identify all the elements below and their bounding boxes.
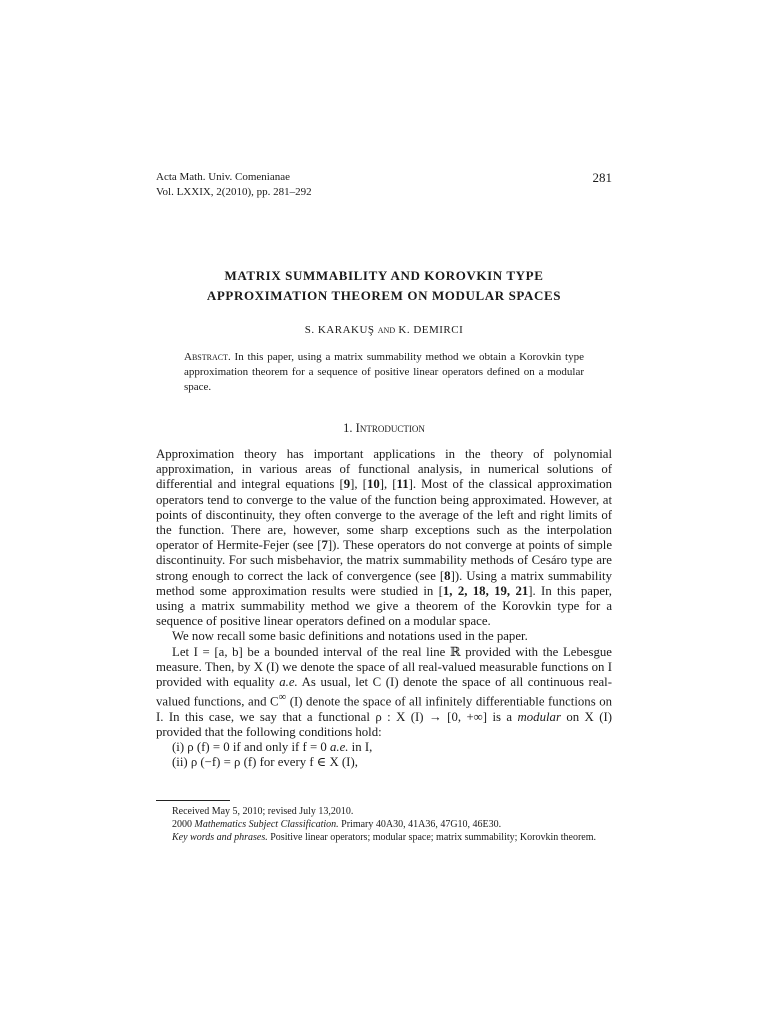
section-title: Introduction <box>355 421 425 435</box>
paper-title <box>156 266 612 306</box>
paragraph-intro <box>156 447 612 629</box>
text-run: ]). These operators do not converge at points of simple discontinuity. For such misbehavior, the matrix summability methods of Cesáro type are strong enough to correct the lack of convergence (see [ <box>156 538 612 583</box>
text-italic: Mathematics Subject Classification. <box>194 819 339 830</box>
author-conjunction: and <box>377 324 396 336</box>
section-number: 1. <box>343 421 356 435</box>
author-2: K. DEMIRCI <box>398 324 464 336</box>
citation-link[interactable]: 11 <box>396 477 409 492</box>
section-heading <box>156 421 612 436</box>
abstract <box>184 350 584 395</box>
footnote-keywords <box>156 831 612 844</box>
citation-link[interactable]: 9 <box>343 477 351 492</box>
text-run: (i) ρ (f) = 0 if and only if f = 0 <box>172 740 330 755</box>
condition-item-2: (ii) ρ (−f) = ρ (f) for every f ∈ X (I), <box>172 755 358 770</box>
footnote-received: Received May 5, 2010; revised July 13,2010. <box>172 806 354 817</box>
text-run: on X (I) provided that the following conditions hold: <box>156 709 613 739</box>
text-run: As usual, let C (I) denote the space of all continuous real-valued functions, and C <box>156 675 612 709</box>
citation-link[interactable]: 10 <box>366 477 380 492</box>
text-italic: a.e. <box>330 740 349 755</box>
title-line-1: MATRIX SUMMABILITY AND KOROVKIN TYPE <box>224 268 544 283</box>
journal-name: Acta Math. Univ. Comenianae <box>156 171 290 183</box>
text-italic: a.e. <box>279 675 298 690</box>
page-number: 281 <box>592 170 612 185</box>
condition-item-1 <box>156 740 612 755</box>
text-run: Approximation theory has important applications in the theory of polynomial approximation, in various areas of functional analysis, in numerical solutions of differential and integral equations [ <box>156 447 612 492</box>
citation-link[interactable]: 8 <box>444 568 451 583</box>
abstract-text: In this paper, using a matrix summability method we obtain a Korovkin type approximation theorem for a sequence of positive linear operators defined on a modular space. <box>184 351 584 393</box>
text-run: 2000 <box>172 819 195 830</box>
footnote-rule <box>156 800 230 801</box>
journal-info <box>156 170 312 200</box>
title-line-2: APPROXIMATION THEOREM ON MODULAR SPACES <box>206 288 562 303</box>
authors <box>156 324 612 336</box>
text-run: ], [ <box>350 477 367 492</box>
text-run: Positive linear operators; modular space; matrix summability; Korovkin theorem. <box>267 832 597 843</box>
journal-volume: Vol. LXXIX, 2(2010), pp. 281–292 <box>156 186 312 198</box>
body-text <box>156 447 612 771</box>
citation-link[interactable]: 1, 2, 18, 19, 21 <box>442 583 529 598</box>
text-run: ]). Using a matrix summability method some approximation results were studied in [ <box>156 568 612 598</box>
text-italic: Key words and phrases. <box>172 832 268 843</box>
text-run: ], [ <box>379 477 397 492</box>
abstract-label: Abstract. <box>184 351 231 363</box>
text-run: in I, <box>348 740 373 755</box>
text-run: (I) denote the space of all infinitely differentiable functions on I. In this case, we say that a functional ρ : X (I) → [0, +∞] is a <box>156 694 613 724</box>
citation-link[interactable]: 7 <box>321 538 328 553</box>
text-run: Primary 40A30, 41A36, 47G10, 46E30. <box>338 819 502 830</box>
footnotes <box>156 805 612 844</box>
footnote-msc <box>156 818 612 831</box>
text-run: ]. Most of the classical approximation operators tend to converge to the value of the function being approximated. However, at points of discontinuity, they often converge to the average of the left and right limits of the function. There are, however, some sharp exceptions such as the interpolation operator of Hermite-Fejer (see [ <box>156 477 613 553</box>
text-run: ]. In this paper, using a matrix summability method we give a theorem of the Korovkin type for a sequence of positive linear operators defined on a modular space. <box>156 583 612 629</box>
superscript: ∞ <box>278 692 287 704</box>
paragraph-definitions <box>156 645 612 740</box>
paragraph-recall: We now recall some basic definitions and notations used in the paper. <box>172 629 528 644</box>
author-1: S. KARAKUŞ <box>304 324 375 336</box>
text-italic: modular <box>517 709 561 724</box>
text-run: Let I = [a, b] be a bounded interval of the real line ℝ provided with the Lebesgue measure. Then, by X (I) we denote the space of all real-valued measurable functions on I provided with equality <box>156 644 612 690</box>
